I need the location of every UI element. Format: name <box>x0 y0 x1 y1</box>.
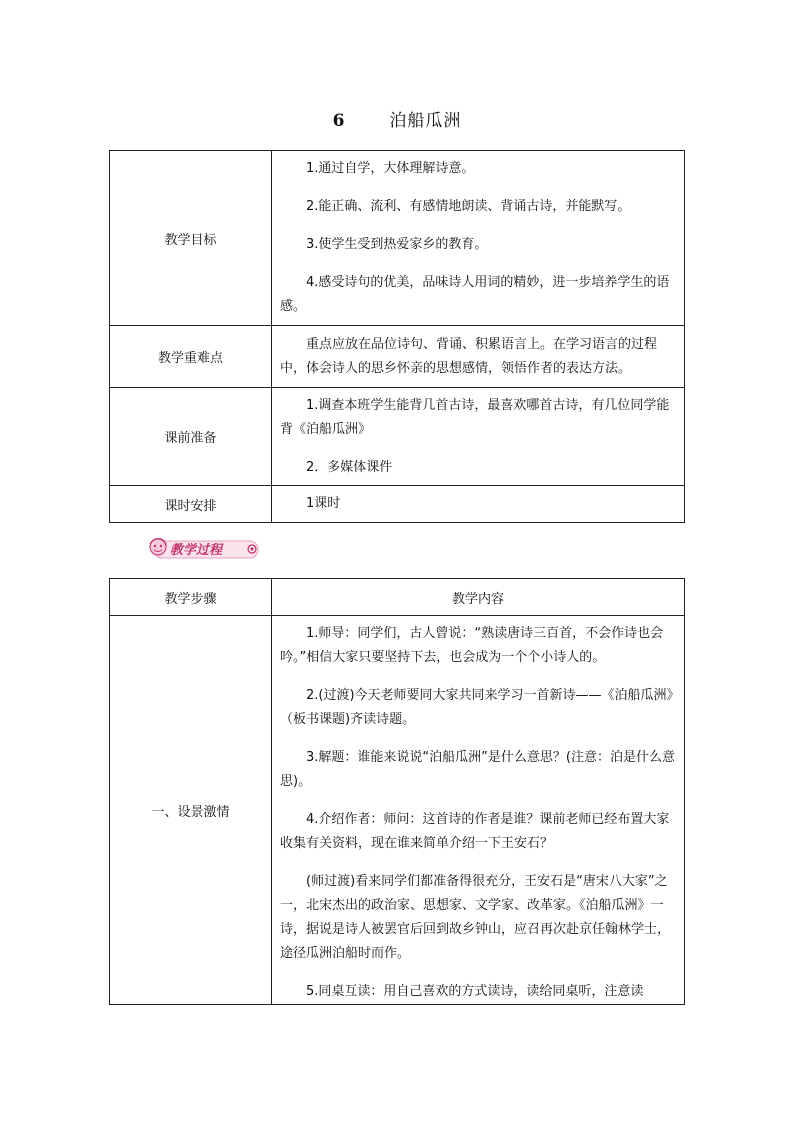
schedule-content <box>272 486 685 523</box>
teaching-process-table <box>109 578 685 1005</box>
process-row <box>110 616 685 1005</box>
schedule-label: 课时安排 <box>110 486 272 523</box>
key-points-content <box>272 326 685 388</box>
header-content: 教学内容 <box>272 579 685 616</box>
preparation-content <box>272 388 685 486</box>
process-paragraph: 2.(过渡)今天老师要同大家共同来学习一首新诗——《泊船瓜洲》（板书课题)齐读诗题。 <box>280 688 674 727</box>
preparation-item: 1.调查本班学生能背几首古诗，最喜欢哪首古诗，有几位同学能背《泊船瓜洲》 <box>280 397 670 437</box>
key-points-label: 教学重难点 <box>110 326 272 388</box>
lesson-title <box>0 106 794 131</box>
key-points-row <box>110 326 685 388</box>
process-paragraph: 3.解题：谁能来说说“泊船瓜洲”是什么意思？(注意：泊是什么意思)。 <box>280 750 675 789</box>
cartoon-girl-icon <box>150 539 166 555</box>
lesson-number: 6 <box>332 111 346 131</box>
goals-row <box>110 151 685 326</box>
goal-item: 2.能正确、流利、有感情地朗读、背诵古诗，并能默写。 <box>306 199 631 214</box>
goal-item: 4.感受诗句的优美，品味诗人用词的精妙，进一步培养学生的语感。 <box>280 275 670 314</box>
goals-content <box>272 151 685 326</box>
lesson-name: 泊船瓜洲 <box>389 111 462 131</box>
process-paragraph: 5.同桌互读：用自己喜欢的方式读诗，读给同桌听，注意读 <box>306 984 644 999</box>
process-paragraph: (师过渡)看来同学们都准备得很充分，王安石是“唐宋八大家”之一，北宋杰出的政治家、思想家、文学家、改革家。《泊船瓜洲》一诗，据说是诗人被罢官后回到故乡钟山，应召再次赴京任翰林学士，途径瓜洲泊船时而作。 <box>280 874 671 961</box>
process-paragraph: 1.师导：同学们，古人曾说：“熟读唐诗三百首，不会作诗也会吟。”相信大家只要坚持下去，也会成为一个个小诗人的。 <box>280 626 664 665</box>
schedule-text: 1课时 <box>306 496 341 511</box>
process-step: 一、设景激情 <box>110 616 272 1005</box>
banner-text: 教学过程 <box>170 543 223 558</box>
header-step: 教学步骤 <box>110 579 272 616</box>
schedule-row <box>110 486 685 523</box>
teaching-process-banner <box>144 536 262 562</box>
preparation-label: 课前准备 <box>110 388 272 486</box>
process-header-row <box>110 579 685 616</box>
lesson-info-table <box>109 150 685 523</box>
goals-label: 教学目标 <box>110 151 272 326</box>
key-points-text: 重点应放在品位诗句、背诵、积累语言上。在学习语言的过程中，体会诗人的思乡怀亲的思想感情，领悟作者的表达方法。 <box>280 336 658 376</box>
goal-item: 1.通过自学，大体理解诗意。 <box>306 161 475 176</box>
process-content <box>272 616 685 1005</box>
process-paragraph: 4.介绍作者：师问：这首诗的作者是谁？课前老师已经布置大家收集有关资料，现在谁来简单介绍一下王安石？ <box>280 812 670 851</box>
preparation-item: 2．多媒体课件 <box>306 459 393 475</box>
goal-item: 3.使学生受到热爱家乡的教育。 <box>306 237 488 252</box>
preparation-row <box>110 388 685 486</box>
